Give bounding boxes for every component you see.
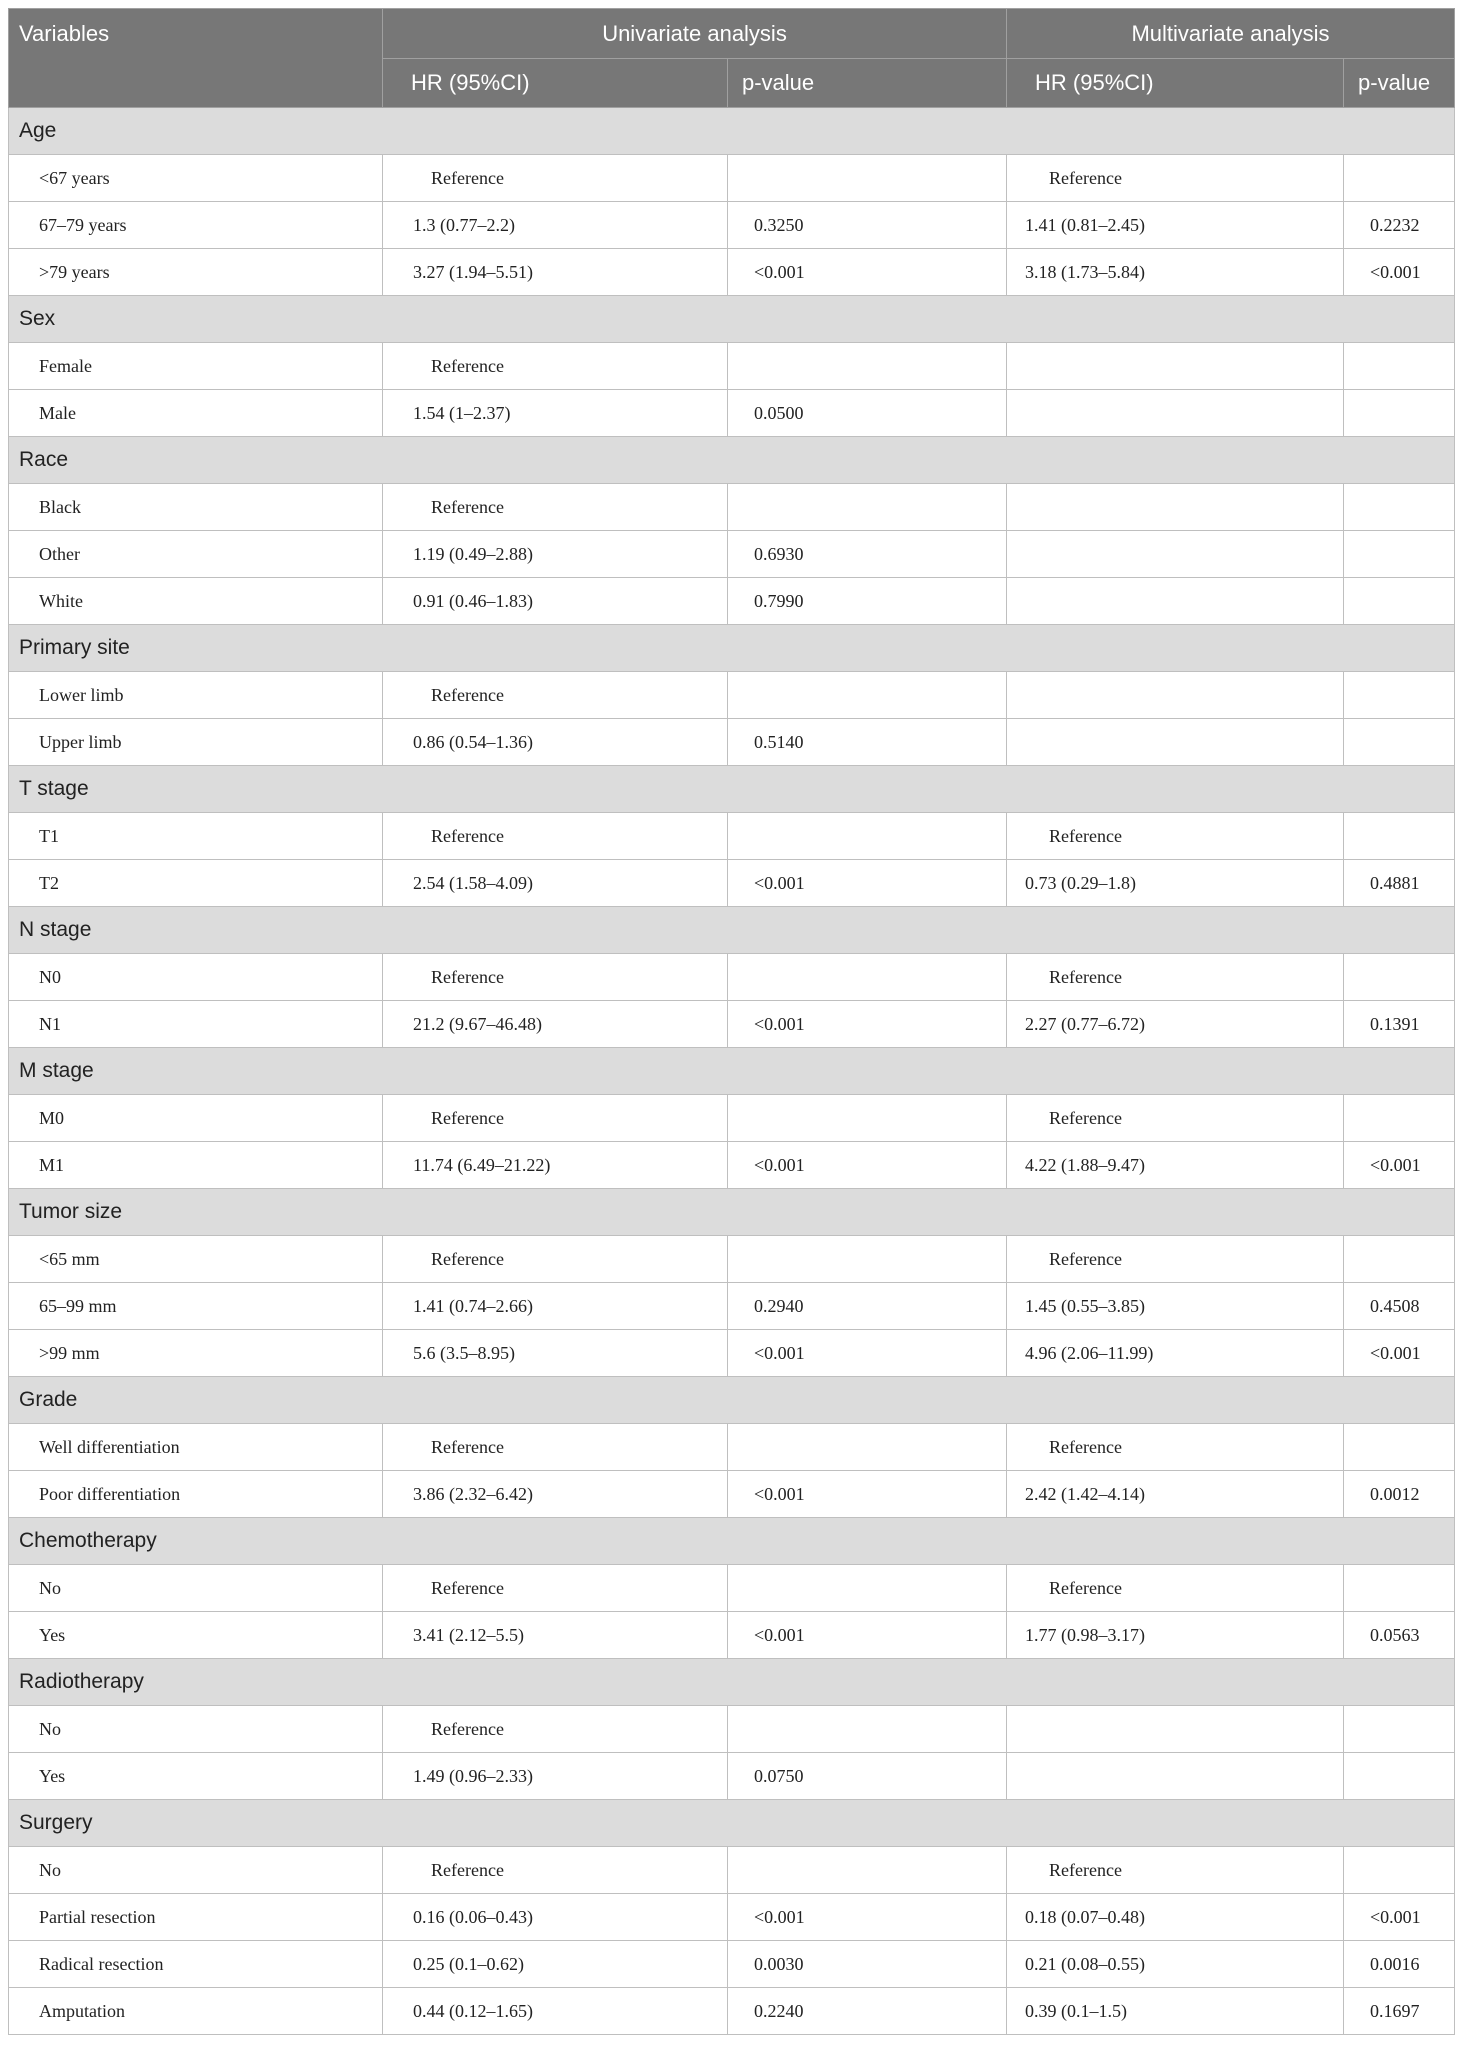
multivariate-pvalue-cell xyxy=(1344,1095,1455,1142)
multivariate-pvalue-cell: <0.001 xyxy=(1344,1894,1455,1941)
group-row xyxy=(9,1189,1455,1236)
univariate-hr-cell: 1.49 (0.96–2.33) xyxy=(383,1753,728,1800)
multivariate-pvalue-cell: <0.001 xyxy=(1344,249,1455,296)
univariate-pvalue-cell: 0.0500 xyxy=(728,390,1007,437)
table-row xyxy=(9,249,1455,296)
group-row xyxy=(9,766,1455,813)
group-row xyxy=(9,1518,1455,1565)
multivariate-pvalue-cell: <0.001 xyxy=(1344,1330,1455,1377)
group-label: N stage xyxy=(9,907,1455,954)
univariate-hr-cell: 0.86 (0.54–1.36) xyxy=(383,719,728,766)
multivariate-hr-cell xyxy=(1007,343,1344,390)
table-row xyxy=(9,1001,1455,1048)
row-label: No xyxy=(9,1847,383,1894)
univariate-hr-cell: Reference xyxy=(383,343,728,390)
row-label: Partial resection xyxy=(9,1894,383,1941)
group-row xyxy=(9,1048,1455,1095)
univariate-hr-cell: 3.41 (2.12–5.5) xyxy=(383,1612,728,1659)
univariate-hr-header: HR (95%CI) xyxy=(383,59,728,108)
row-label: 67–79 years xyxy=(9,202,383,249)
table-row xyxy=(9,578,1455,625)
table-row xyxy=(9,1847,1455,1894)
univariate-pvalue-cell: <0.001 xyxy=(728,1001,1007,1048)
univariate-pvalue-cell: <0.001 xyxy=(728,1471,1007,1518)
group-label: M stage xyxy=(9,1048,1455,1095)
multivariate-hr-cell: Reference xyxy=(1007,1095,1344,1142)
univariate-hr-cell: 0.91 (0.46–1.83) xyxy=(383,578,728,625)
multivariate-pvalue-cell xyxy=(1344,813,1455,860)
row-label: Well differentiation xyxy=(9,1424,383,1471)
table-row xyxy=(9,813,1455,860)
univariate-pvalue-cell: 0.7990 xyxy=(728,578,1007,625)
multivariate-hr-cell: Reference xyxy=(1007,155,1344,202)
multivariate-hr-cell xyxy=(1007,390,1344,437)
row-label: Lower limb xyxy=(9,672,383,719)
univariate-pvalue-cell: <0.001 xyxy=(728,1612,1007,1659)
row-label: Black xyxy=(9,484,383,531)
table-row xyxy=(9,1941,1455,1988)
group-row xyxy=(9,625,1455,672)
row-label: N0 xyxy=(9,954,383,1001)
multivariate-pvalue-cell: 0.0012 xyxy=(1344,1471,1455,1518)
variables-header: Variables xyxy=(9,9,383,108)
row-label: No xyxy=(9,1565,383,1612)
survival-analysis-table xyxy=(8,8,1455,2035)
univariate-pvalue-cell: <0.001 xyxy=(728,1330,1007,1377)
group-row xyxy=(9,437,1455,484)
multivariate-hr-cell: 0.18 (0.07–0.48) xyxy=(1007,1894,1344,1941)
univariate-hr-cell: 1.54 (1–2.37) xyxy=(383,390,728,437)
group-label: Chemotherapy xyxy=(9,1518,1455,1565)
row-label: Upper limb xyxy=(9,719,383,766)
row-label: Other xyxy=(9,531,383,578)
univariate-hr-cell: 0.25 (0.1–0.62) xyxy=(383,1941,728,1988)
univariate-pvalue-cell: <0.001 xyxy=(728,860,1007,907)
multivariate-hr-cell: 0.21 (0.08–0.55) xyxy=(1007,1941,1344,1988)
multivariate-hr-cell: 2.42 (1.42–4.14) xyxy=(1007,1471,1344,1518)
row-label: Yes xyxy=(9,1612,383,1659)
table-row xyxy=(9,1565,1455,1612)
multivariate-pvalue-cell xyxy=(1344,390,1455,437)
multivariate-hr-cell: 4.22 (1.88–9.47) xyxy=(1007,1142,1344,1189)
group-label: Primary site xyxy=(9,625,1455,672)
univariate-hr-cell: Reference xyxy=(383,813,728,860)
multivariate-hr-cell: Reference xyxy=(1007,954,1344,1001)
univariate-pvalue-cell: 0.3250 xyxy=(728,202,1007,249)
table-row xyxy=(9,343,1455,390)
group-label: Sex xyxy=(9,296,1455,343)
univariate-hr-cell: 0.44 (0.12–1.65) xyxy=(383,1988,728,2035)
group-row xyxy=(9,1800,1455,1847)
row-label: N1 xyxy=(9,1001,383,1048)
univariate-hr-cell: 2.54 (1.58–4.09) xyxy=(383,860,728,907)
group-row xyxy=(9,108,1455,155)
multivariate-hr-header: HR (95%CI) xyxy=(1007,59,1344,108)
univariate-hr-cell: 21.2 (9.67–46.48) xyxy=(383,1001,728,1048)
univariate-pvalue-cell xyxy=(728,1565,1007,1612)
multivariate-pvalue-cell xyxy=(1344,578,1455,625)
row-label: M1 xyxy=(9,1142,383,1189)
multivariate-hr-cell: 4.96 (2.06–11.99) xyxy=(1007,1330,1344,1377)
multivariate-hr-cell: Reference xyxy=(1007,1424,1344,1471)
multivariate-hr-cell: 1.45 (0.55–3.85) xyxy=(1007,1283,1344,1330)
group-label: Age xyxy=(9,108,1455,155)
row-label: Amputation xyxy=(9,1988,383,2035)
table-row xyxy=(9,484,1455,531)
table-row xyxy=(9,531,1455,578)
univariate-hr-cell: 11.74 (6.49–21.22) xyxy=(383,1142,728,1189)
univariate-pvalue-cell xyxy=(728,1095,1007,1142)
multivariate-hr-cell xyxy=(1007,484,1344,531)
multivariate-pvalue-cell xyxy=(1344,672,1455,719)
multivariate-pvalue-cell xyxy=(1344,1753,1455,1800)
multivariate-pvalue-cell xyxy=(1344,531,1455,578)
table-row xyxy=(9,1612,1455,1659)
multivariate-hr-cell: Reference xyxy=(1007,1236,1344,1283)
table-row xyxy=(9,1142,1455,1189)
row-label: <67 years xyxy=(9,155,383,202)
multivariate-pvalue-cell xyxy=(1344,719,1455,766)
multivariate-pvalue-cell: 0.1697 xyxy=(1344,1988,1455,2035)
univariate-pvalue-cell xyxy=(728,484,1007,531)
univariate-hr-cell: 3.27 (1.94–5.51) xyxy=(383,249,728,296)
row-label: Radical resection xyxy=(9,1941,383,1988)
group-label: Grade xyxy=(9,1377,1455,1424)
multivariate-hr-cell: 1.41 (0.81–2.45) xyxy=(1007,202,1344,249)
group-row xyxy=(9,296,1455,343)
row-label: Female xyxy=(9,343,383,390)
univariate-hr-cell: Reference xyxy=(383,1706,728,1753)
table-row xyxy=(9,1330,1455,1377)
multivariate-pvalue-cell xyxy=(1344,1565,1455,1612)
multivariate-pvalue-cell xyxy=(1344,343,1455,390)
multivariate-hr-cell: Reference xyxy=(1007,813,1344,860)
table-row xyxy=(9,1424,1455,1471)
multivariate-pvalue-cell: 0.4508 xyxy=(1344,1283,1455,1330)
group-row xyxy=(9,1659,1455,1706)
univariate-pvalue-cell xyxy=(728,672,1007,719)
univariate-hr-cell: 0.16 (0.06–0.43) xyxy=(383,1894,728,1941)
univariate-pvalue-cell xyxy=(728,1847,1007,1894)
univariate-hr-cell: Reference xyxy=(383,155,728,202)
multivariate-hr-cell: Reference xyxy=(1007,1847,1344,1894)
univariate-hr-cell: 1.3 (0.77–2.2) xyxy=(383,202,728,249)
group-label: Surgery xyxy=(9,1800,1455,1847)
row-label: Poor differentiation xyxy=(9,1471,383,1518)
multivariate-pvalue-cell: 0.2232 xyxy=(1344,202,1455,249)
univariate-pvalue-cell: 0.2240 xyxy=(728,1988,1007,2035)
row-label: No xyxy=(9,1706,383,1753)
table-row xyxy=(9,1753,1455,1800)
row-label: Male xyxy=(9,390,383,437)
table-row xyxy=(9,1894,1455,1941)
multivariate-pvalue-cell xyxy=(1344,155,1455,202)
row-label: T1 xyxy=(9,813,383,860)
univariate-hr-cell: 3.86 (2.32–6.42) xyxy=(383,1471,728,1518)
group-label: Race xyxy=(9,437,1455,484)
group-row xyxy=(9,907,1455,954)
univariate-pvalue-cell xyxy=(728,155,1007,202)
multivariate-hr-cell: 0.73 (0.29–1.8) xyxy=(1007,860,1344,907)
univariate-hr-cell: Reference xyxy=(383,1236,728,1283)
table-header xyxy=(9,9,1455,108)
univariate-pvalue-cell: <0.001 xyxy=(728,1894,1007,1941)
row-label: Yes xyxy=(9,1753,383,1800)
univariate-pvalue-cell: 0.5140 xyxy=(728,719,1007,766)
multivariate-pvalue-cell xyxy=(1344,1424,1455,1471)
univariate-hr-cell: Reference xyxy=(383,1847,728,1894)
multivariate-hr-cell xyxy=(1007,719,1344,766)
table-row xyxy=(9,1706,1455,1753)
multivariate-hr-cell: Reference xyxy=(1007,1565,1344,1612)
univariate-pvalue-cell xyxy=(728,1706,1007,1753)
table-row xyxy=(9,390,1455,437)
multivariate-hr-cell: 0.39 (0.1–1.5) xyxy=(1007,1988,1344,2035)
table-row xyxy=(9,1471,1455,1518)
multivariate-hr-cell: 3.18 (1.73–5.84) xyxy=(1007,249,1344,296)
univariate-hr-cell: Reference xyxy=(383,1565,728,1612)
multivariate-pvalue-cell xyxy=(1344,954,1455,1001)
table-row xyxy=(9,155,1455,202)
row-label: White xyxy=(9,578,383,625)
table-body xyxy=(9,108,1455,2035)
multivariate-pvalue-cell xyxy=(1344,484,1455,531)
univariate-pvalue-cell: 0.6930 xyxy=(728,531,1007,578)
multivariate-hr-cell xyxy=(1007,672,1344,719)
row-label: <65 mm xyxy=(9,1236,383,1283)
multivariate-pvalue-cell xyxy=(1344,1847,1455,1894)
univariate-pvalue-cell: <0.001 xyxy=(728,1142,1007,1189)
multivariate-hr-cell xyxy=(1007,531,1344,578)
multivariate-hr-cell xyxy=(1007,1706,1344,1753)
group-label: Radiotherapy xyxy=(9,1659,1455,1706)
row-label: 65–99 mm xyxy=(9,1283,383,1330)
multivariate-pvalue-cell xyxy=(1344,1706,1455,1753)
row-label: T2 xyxy=(9,860,383,907)
univariate-hr-cell: Reference xyxy=(383,954,728,1001)
table-row xyxy=(9,202,1455,249)
univariate-pvalue-cell: 0.2940 xyxy=(728,1283,1007,1330)
table-row xyxy=(9,954,1455,1001)
table-row xyxy=(9,672,1455,719)
multivariate-pvalue-header: p-value xyxy=(1344,59,1455,108)
multivariate-header: Multivariate analysis xyxy=(1007,9,1455,59)
univariate-pvalue-cell: 0.0030 xyxy=(728,1941,1007,1988)
univariate-pvalue-cell xyxy=(728,343,1007,390)
multivariate-hr-cell: 1.77 (0.98–3.17) xyxy=(1007,1612,1344,1659)
univariate-pvalue-cell: 0.0750 xyxy=(728,1753,1007,1800)
multivariate-hr-cell xyxy=(1007,1753,1344,1800)
group-label: Tumor size xyxy=(9,1189,1455,1236)
table-row xyxy=(9,1095,1455,1142)
univariate-hr-cell: 5.6 (3.5–8.95) xyxy=(383,1330,728,1377)
table-row xyxy=(9,1236,1455,1283)
univariate-hr-cell: 1.41 (0.74–2.66) xyxy=(383,1283,728,1330)
multivariate-pvalue-cell: 0.0016 xyxy=(1344,1941,1455,1988)
multivariate-pvalue-cell: 0.0563 xyxy=(1344,1612,1455,1659)
table-row xyxy=(9,1988,1455,2035)
univariate-hr-cell: Reference xyxy=(383,484,728,531)
table-row xyxy=(9,860,1455,907)
univariate-hr-cell: Reference xyxy=(383,1424,728,1471)
row-label: M0 xyxy=(9,1095,383,1142)
group-label: T stage xyxy=(9,766,1455,813)
univariate-hr-cell: 1.19 (0.49–2.88) xyxy=(383,531,728,578)
table-row xyxy=(9,719,1455,766)
multivariate-pvalue-cell: <0.001 xyxy=(1344,1142,1455,1189)
row-label: >99 mm xyxy=(9,1330,383,1377)
row-label: >79 years xyxy=(9,249,383,296)
multivariate-hr-cell xyxy=(1007,578,1344,625)
multivariate-pvalue-cell: 0.4881 xyxy=(1344,860,1455,907)
multivariate-pvalue-cell xyxy=(1344,1236,1455,1283)
univariate-pvalue-cell xyxy=(728,1424,1007,1471)
univariate-header: Univariate analysis xyxy=(383,9,1007,59)
table-row xyxy=(9,1283,1455,1330)
group-row xyxy=(9,1377,1455,1424)
univariate-hr-cell: Reference xyxy=(383,1095,728,1142)
univariate-hr-cell: Reference xyxy=(383,672,728,719)
univariate-pvalue-cell xyxy=(728,954,1007,1001)
multivariate-pvalue-cell: 0.1391 xyxy=(1344,1001,1455,1048)
multivariate-hr-cell: 2.27 (0.77–6.72) xyxy=(1007,1001,1344,1048)
univariate-pvalue-header: p-value xyxy=(728,59,1007,108)
univariate-pvalue-cell: <0.001 xyxy=(728,249,1007,296)
univariate-pvalue-cell xyxy=(728,813,1007,860)
univariate-pvalue-cell xyxy=(728,1236,1007,1283)
